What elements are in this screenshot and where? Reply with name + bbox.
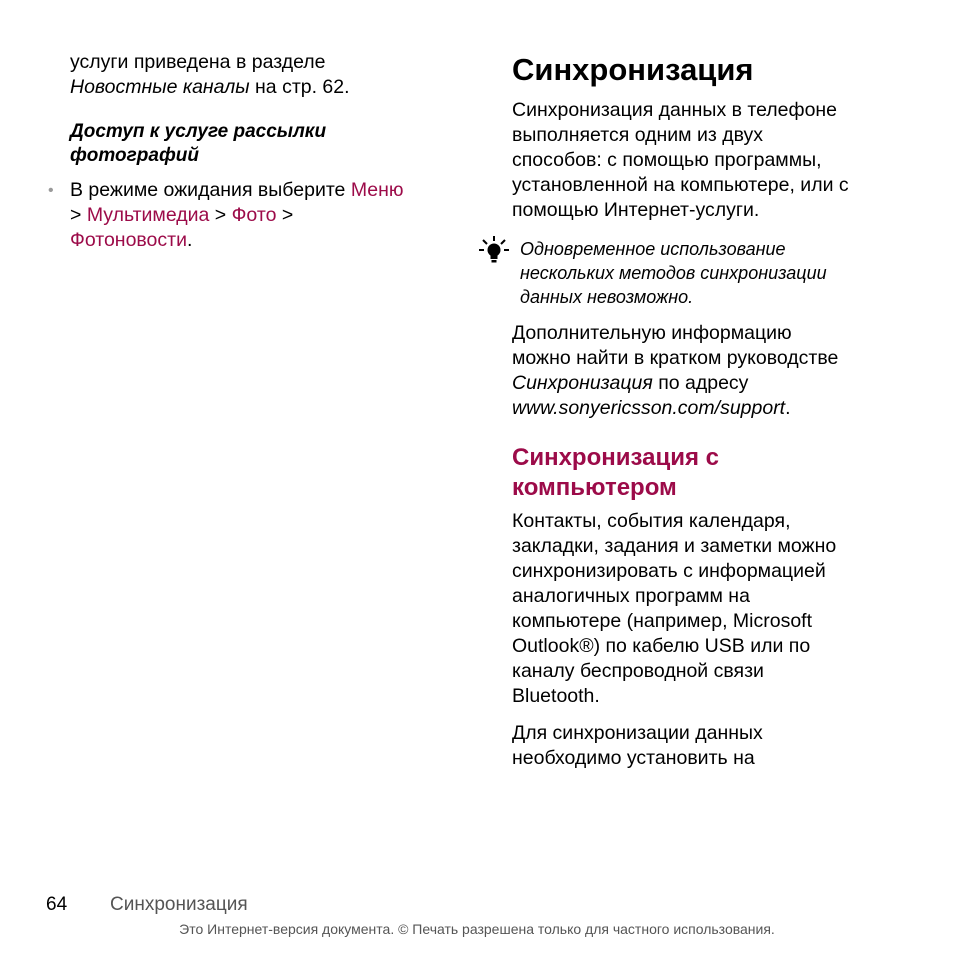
page-number: 64 <box>46 894 68 915</box>
text-line: Контакты, события календаря, <box>512 510 791 532</box>
text-line: Bluetooth. <box>512 685 600 707</box>
support-url: www.sonyericsson.com/support <box>512 397 786 419</box>
instruction-prefix: В режиме ожидания выберите <box>70 179 351 201</box>
install-paragraph <box>512 721 912 771</box>
text-line: по адресу <box>652 372 749 394</box>
text-line: синхронизировать с информацией <box>512 560 826 582</box>
text-line: Outlook®) по кабелю USB или по <box>512 635 811 657</box>
text-line: Одновременное использование <box>520 239 786 259</box>
subtitle-line: компьютером <box>512 474 677 501</box>
instruction-text <box>70 178 470 253</box>
text-line: необходимо установить на <box>512 747 755 769</box>
guide-title: Синхронизация <box>512 372 653 394</box>
subheading-line: фотографий <box>70 145 200 166</box>
photo-link[interactable]: Фото <box>231 204 277 226</box>
intro-paragraph <box>70 50 470 100</box>
multimedia-link[interactable]: Мультимедиа <box>86 204 210 226</box>
subtitle-line: Синхронизация с <box>512 444 719 471</box>
left-column <box>48 50 470 253</box>
more-info-paragraph <box>512 321 912 421</box>
section-subtitle <box>512 443 912 503</box>
bullet-icon: • <box>48 182 54 199</box>
footer-notice: Это Интернет-версия документа. © Печать разрешена только для частного использования. <box>179 921 775 937</box>
text-line: можно найти в кратком руководстве <box>512 347 839 369</box>
text-line: каналу беспроводной связи <box>512 660 764 682</box>
footer-section-title: Синхронизация <box>110 894 248 915</box>
tip-note <box>512 237 912 309</box>
text-line: компьютере (например, Microsoft <box>512 610 813 632</box>
text-line: помощью Интернет-услуги. <box>512 199 760 221</box>
page-reference: на стр. 62. <box>249 76 350 98</box>
computer-sync-paragraph <box>512 509 912 709</box>
period: . <box>785 397 791 419</box>
text-line: Дополнительную информацию <box>512 322 792 344</box>
subheading-line: Доступ к услуге рассылки <box>70 121 327 142</box>
right-column <box>512 48 912 771</box>
text-line: выполняется одним из двух <box>512 124 764 146</box>
text-line: нескольких методов синхронизации <box>520 263 827 283</box>
text-line: Для синхронизации данных <box>512 722 763 744</box>
intro-line: услуги приведена в разделе <box>70 51 326 73</box>
period: . <box>186 229 193 251</box>
separator: > <box>70 204 82 226</box>
text-line: закладки, задания и заметки можно <box>512 535 837 557</box>
tip-text <box>520 237 912 309</box>
instruction-bullet <box>48 178 470 253</box>
photo-feed-subheading <box>70 120 470 168</box>
text-line: аналогичных программ на <box>512 585 750 607</box>
lightbulb-icon <box>478 235 510 267</box>
page-title: Синхронизация <box>512 52 754 87</box>
text-line: способов: с помощью программы, <box>512 149 822 171</box>
menu-link[interactable]: Меню <box>350 179 404 201</box>
text-line: Синхронизация данных в телефоне <box>512 99 838 121</box>
text-line: установленной на компьютере, или с <box>512 174 849 196</box>
separator: > <box>214 204 227 226</box>
photo-feeds-link[interactable]: Фотоновости <box>70 229 187 251</box>
text-line: данных невозможно. <box>520 287 694 307</box>
separator: > <box>281 204 294 226</box>
news-feeds-reference: Новостные каналы <box>70 76 250 98</box>
sync-intro-paragraph <box>512 98 912 223</box>
